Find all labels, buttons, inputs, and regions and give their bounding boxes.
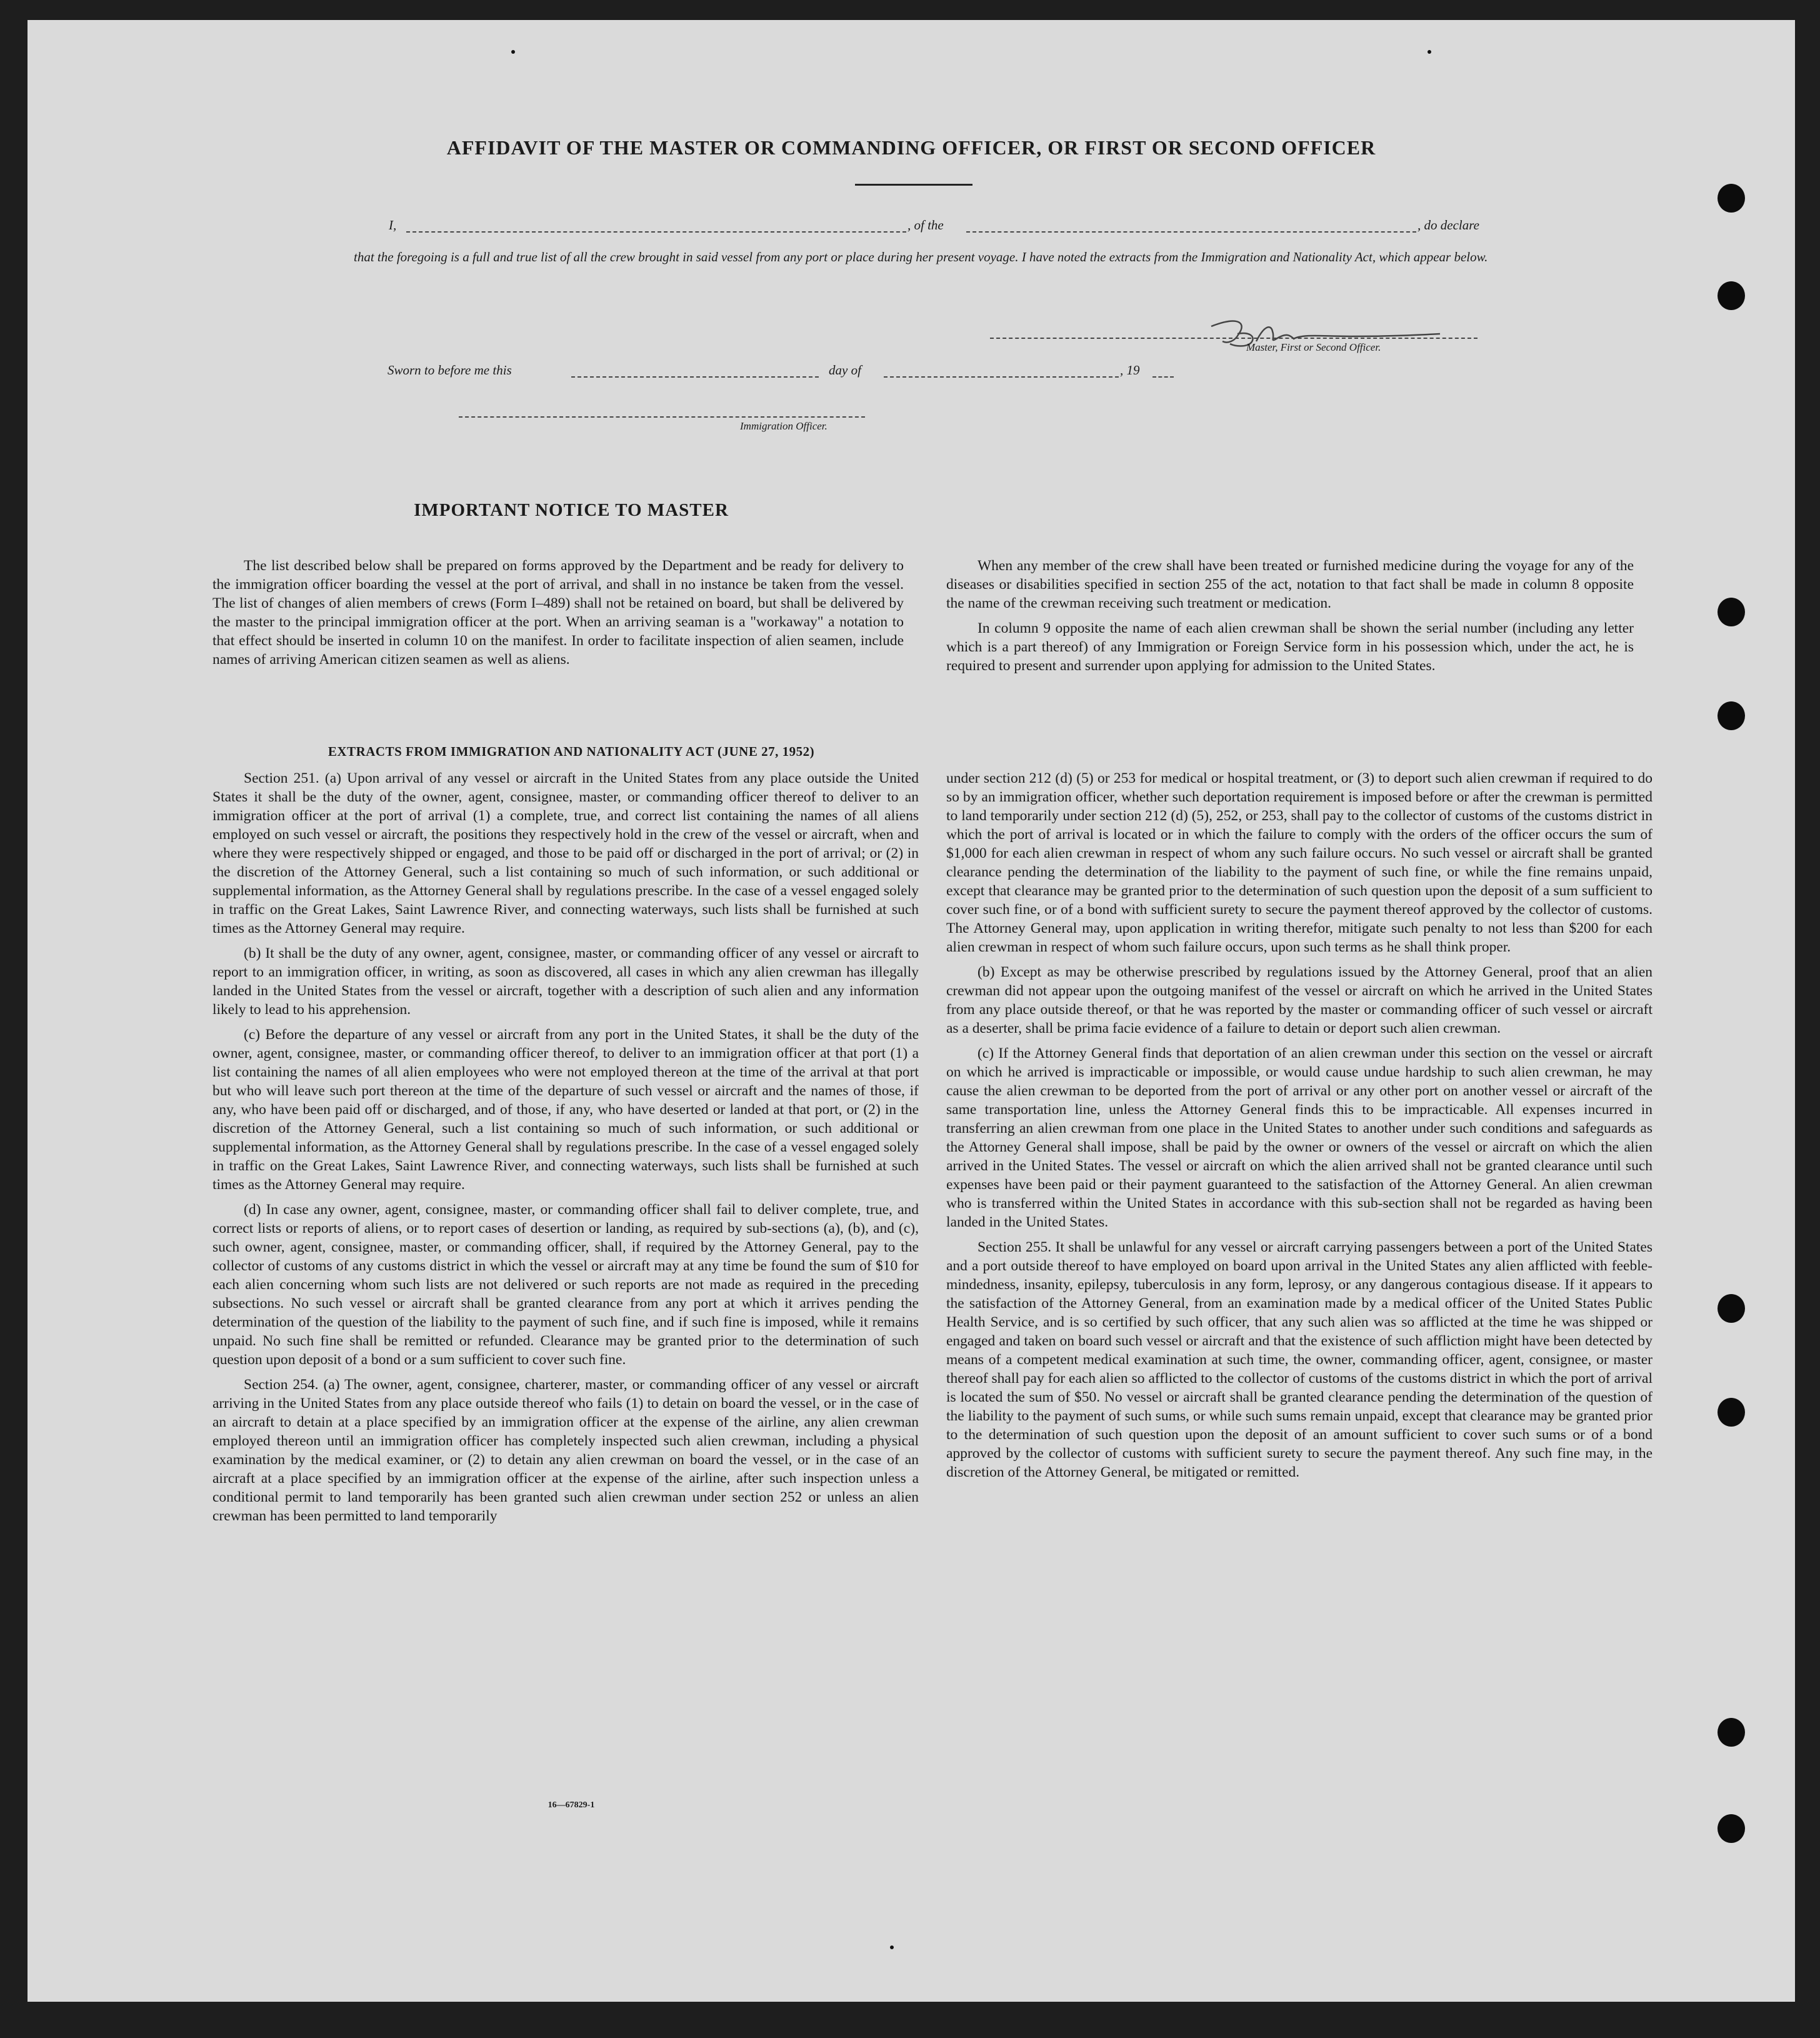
act-paragraph: (b) Except as may be otherwise prescribed by regulations issued by the Attorney General, proof that an alien crewman did not appear upon the outgoing manifest of the vessel or aircraft on which he arrived in the United States from any place outside thereof, or that he was reported by the master or commanding officer of such vessel or aircraft as a deserter, shall be prima facie evidence of a failure to detain or deport such alien crewman. <box>946 964 1652 1037</box>
affidavit-i-label: I, <box>389 218 397 233</box>
act-paragraph: (c) Before the departure of any vessel or aircraft from any port in the United States, it shall be the duty of the owner, agent, consignee, master, or commanding officer thereof, to deliver to an immigration officer at that port (1) a list containing the names of all alien employees who were not employed thereon at the time of the arrival at that port but who will leave such port thereon at the time of the departure of such vessel or aircraft and the names of those, if any, who have been paid off or discharged, and of those, if any, who have deserted or landed at that port, or (2) in the discretion of the Attorney General, such a list containing so much of such information, or such additional or supplemental information, as the Attorney General shall by regulations prescribe. In the case of a vessel engaged solely in traffic on the Great Lakes, Saint Lawrence River, and connecting waterways, such lists shall be furnished at such times as the Attorney General may require. <box>212 1027 919 1193</box>
act-paragraph: (b) It shall be the duty of any owner, agent, consignee, master, or commanding officer of any vessel or aircraft to report to an immigration officer, in writing, as soon as discovered, all cases in which any alien crewman has illegally landed in the United States from the vessel or aircraft, together with a description of such alien and any information likely to lead to his apprehension. <box>212 945 919 1018</box>
sworn-day-blank <box>571 376 819 378</box>
act-paragraph: (d) In case any owner, agent, consignee, master, or commanding officer shall fail to deliver complete, true, and correct lists or reports of aliens, or to report cases of desertion or landing, as required by sub-sections (a), (b), and (c), such owner, agent, consignee, master, or commanding officer, shall, if required by the Attorney General, pay to the collector of customs of any customs district in which the vessel or aircraft may at any time be found the sum of $10 for each alien concerning whom such lists are not delivered or such reports are not made as required in the preceding subsections. No such vessel or aircraft shall be granted clearance from any port at which it arrives pending the determination of the question of the liability to the payment of such fine, and if such fine is imposed, while it remains unpaid. No such fine shall be remitted or refunded. Clearance may be granted prior to the determination of such question upon deposit of a bond or a sum sufficient to cover such fine. <box>212 1202 919 1368</box>
act-paragraph: Section 251. (a) Upon arrival of any vessel or aircraft in the United States from any place outside the United States it shall be the duty of the owner, agent, consignee, master, or commanding officer thereof to deliver to an immigration officer at the port of arrival (1) a complete, true, and correct list containing the names of all aliens employed on such vessel or aircraft, the positions they respectively hold in the crew of the vessel or aircraft, when and where they were respectively shipped or engaged, and those to be paid off or discharged in the port of arrival; or (2) in the discretion of the Attorney General, such a list containing so much of such information, or such additional or supplemental information, as the Attorney General shall by regulations prescribe. In the case of a vessel engaged solely in traffic on the Great Lakes, Saint Lawrence River, and connecting waterways, such lists shall be furnished at such times as the Attorney General may require. <box>212 770 919 936</box>
notice-paragraph: When any member of the crew shall have been treated or furnished medicine during the voyage for any of the diseases or disabilities specified in section 255 of the act, notation to that fact shall be made in column 8 opposite the name of the crewman receiving such treatment or medication. <box>946 558 1634 611</box>
vessel-blank <box>966 231 1416 233</box>
day-of-label: day of <box>829 363 861 378</box>
extracts-right-column <box>946 769 1652 1482</box>
extracts-title: EXTRACTS FROM IMMIGRATION AND NATIONALITY ACT (JUNE 27, 1952) <box>328 744 815 759</box>
punch-hole <box>1718 1294 1745 1323</box>
speck <box>1428 50 1431 54</box>
sworn-label: Sworn to before me this <box>388 363 512 378</box>
affidavit-statement: that the foregoing is a full and true list of all the crew brought in said vessel from any port or place during her present voyage. I have noted the extracts from the Immigration and Nationality Act, which appear below. <box>354 249 1488 264</box>
year-blank <box>1152 376 1174 378</box>
name-blank <box>406 231 906 233</box>
speck <box>511 50 515 54</box>
punch-hole <box>1718 1398 1745 1427</box>
punch-hole <box>1718 1814 1745 1843</box>
notice-title: IMPORTANT NOTICE TO MASTER <box>414 500 729 520</box>
act-paragraph: (c) If the Attorney General finds that deportation of an alien crewman under this section on the vessel or aircraft on which he arrived is impracticable or impossible, or would cause undue hardship to such alien crewman, he may cause the alien crewman to be deported from the port of arrival or any other port on another vessel or aircraft of the same transportation line, unless the Attorney General finds this to be impracticable. All expenses incurred in transferring an alien crewman from one place in the United States to another under such conditions and safeguards as the Attorney General shall impose, shall be paid by the owner or owners of the vessel or aircraft on which the alien arrived in the United States. The vessel or aircraft on which the alien arrived shall not be granted clearance until such expenses have been paid or their payment guaranteed to the satisfaction of the Attorney General. An alien crewman who is transferred within the United States in accordance with this sub-section shall not be regarded as having been landed in the United States. <box>946 1045 1652 1230</box>
officer-signature-line <box>459 416 865 418</box>
punch-hole <box>1718 1718 1745 1747</box>
punch-hole <box>1718 184 1745 213</box>
notice-right-column <box>946 556 1634 675</box>
notice-paragraph: The list described below shall be prepared on forms approved by the Department and be ready for delivery to the immigration officer boarding the vessel at the port of arrival, and shall in no instance be taken from the vessel. The list of changes of alien members of crews (Form I–489) shall not be retained on board, but shall be delivered by the master to the principal immigration officer at the port. When an arriving seaman is a "workaway" a notation to that effect should be inserted in column 10 on the manifest. In order to facilitate inspection of alien seamen, include names of arriving American citizen seamen as well as aliens. <box>212 558 904 668</box>
of-the-label: , of the <box>908 218 944 233</box>
declare-label: , do declare <box>1418 218 1479 233</box>
officer-label: Immigration Officer. <box>740 420 828 432</box>
notice-left-column <box>212 556 904 669</box>
year-label: , 19 <box>1120 363 1140 378</box>
act-paragraph: under section 212 (d) (5) or 253 for medical or hospital treatment, or (3) to deport such alien crewman if required to do so by an immigration officer, whether such deportation requirement is imposed before or after the crewman is permitted to land temporarily under section 212 (d) (5), 252, or 253, shall pay to the collector of customs of the customs district in which the port of arrival is located or in which the failure to comply with the orders of the officer occurs the sum of $1,000 for each alien crewman in respect of whom any such failure occurs. No such vessel or aircraft shall be granted clearance pending the determination of the liability to the payment of such fine, or while the fine remains unpaid, except that clearance may be granted prior to the determination of such question upon the deposit of a sum sufficient to cover such fine, or of a bond with sufficient surety to secure the payment thereof approved by the collector of customs. The Attorney General may, upon application in writing therefor, mitigate such penalty to not less than $200 for each alien crewman in respect of whom such failure occurs, upon such terms as he shall think proper. <box>946 770 1652 955</box>
form-number: 16—67829-1 <box>548 1800 595 1810</box>
punch-hole <box>1718 701 1745 730</box>
master-signature-line <box>990 338 1478 339</box>
punch-hole <box>1718 281 1745 310</box>
speck <box>890 1945 894 1949</box>
act-paragraph: Section 254. (a) The owner, agent, consignee, charterer, master, or commanding officer of any vessel or aircraft arriving in the United States from any place outside thereof who fails (1) to detain on board the vessel, or in the case of an aircraft to detain at a place specified by an immigration officer at the expense of the airline, any alien crewman employed thereon until an immigration officer has completely inspected such alien crewman, including a physical examination by the medical examiner, or (2) to detain any alien crewman on board the vessel, or in the case of an aircraft at a place specified by an immigration officer at the expense of the airline, after such inspection unless a conditional permit to land temporarily has been granted such alien crewman under section 252 or unless an alien crewman has been permitted to land temporarily <box>212 1377 919 1524</box>
sworn-month-blank <box>884 376 1119 378</box>
punch-hole <box>1718 598 1745 626</box>
master-label: Master, First or Second Officer. <box>1246 341 1381 353</box>
notice-paragraph: In column 9 opposite the name of each alien crewman shall be shown the serial number (including any letter which is a part thereof) of any Immigration or Foreign Service form in his possession which, under the act, he is required to present and surrender upon applying for admission to the United States. <box>946 620 1634 674</box>
document-page <box>28 20 1795 2002</box>
title-rule <box>855 184 972 186</box>
affidavit-title: AFFIDAVIT OF THE MASTER OR COMMANDING OFFICER, OR FIRST OR SECOND OFFICER <box>446 136 1376 159</box>
act-paragraph: Section 255. It shall be unlawful for any vessel or aircraft carrying passengers between a port of the United States and a port outside thereof to have employed on board upon arrival in the United States any alien afflicted with feeble-mindedness, insanity, epilepsy, tuberculosis in any form, leprosy, or any dangerous contagious disease. If it appears to the satisfaction of the Attorney General, from an examination made by a medical officer of the United States Public Health Service, and is so certified by such officer, that any such alien was so afflicted at the time he was shipped or engaged and taken on board such vessel or aircraft and that the existence of such affliction might have been detected by means of a competent medical examination at such time, the owner, commanding officer, agent, consignee, or master thereof shall pay for each alien so afflicted to the collector of customs of the customs district in which the port of arrival is located the sum of $50. No vessel or aircraft shall be granted clearance pending the determination of the question of the liability to the payment of such sums, or while such sums remain unpaid, except that clearance may be granted prior to the determination of such question upon the deposit of an amount sufficient to cover such sums or of a bond approved by the collector of customs with sufficient surety to secure the payment thereof. Any such fine may, in the discretion of the Attorney General, be mitigated or remitted. <box>946 1239 1652 1480</box>
extracts-left-column <box>212 769 919 1525</box>
